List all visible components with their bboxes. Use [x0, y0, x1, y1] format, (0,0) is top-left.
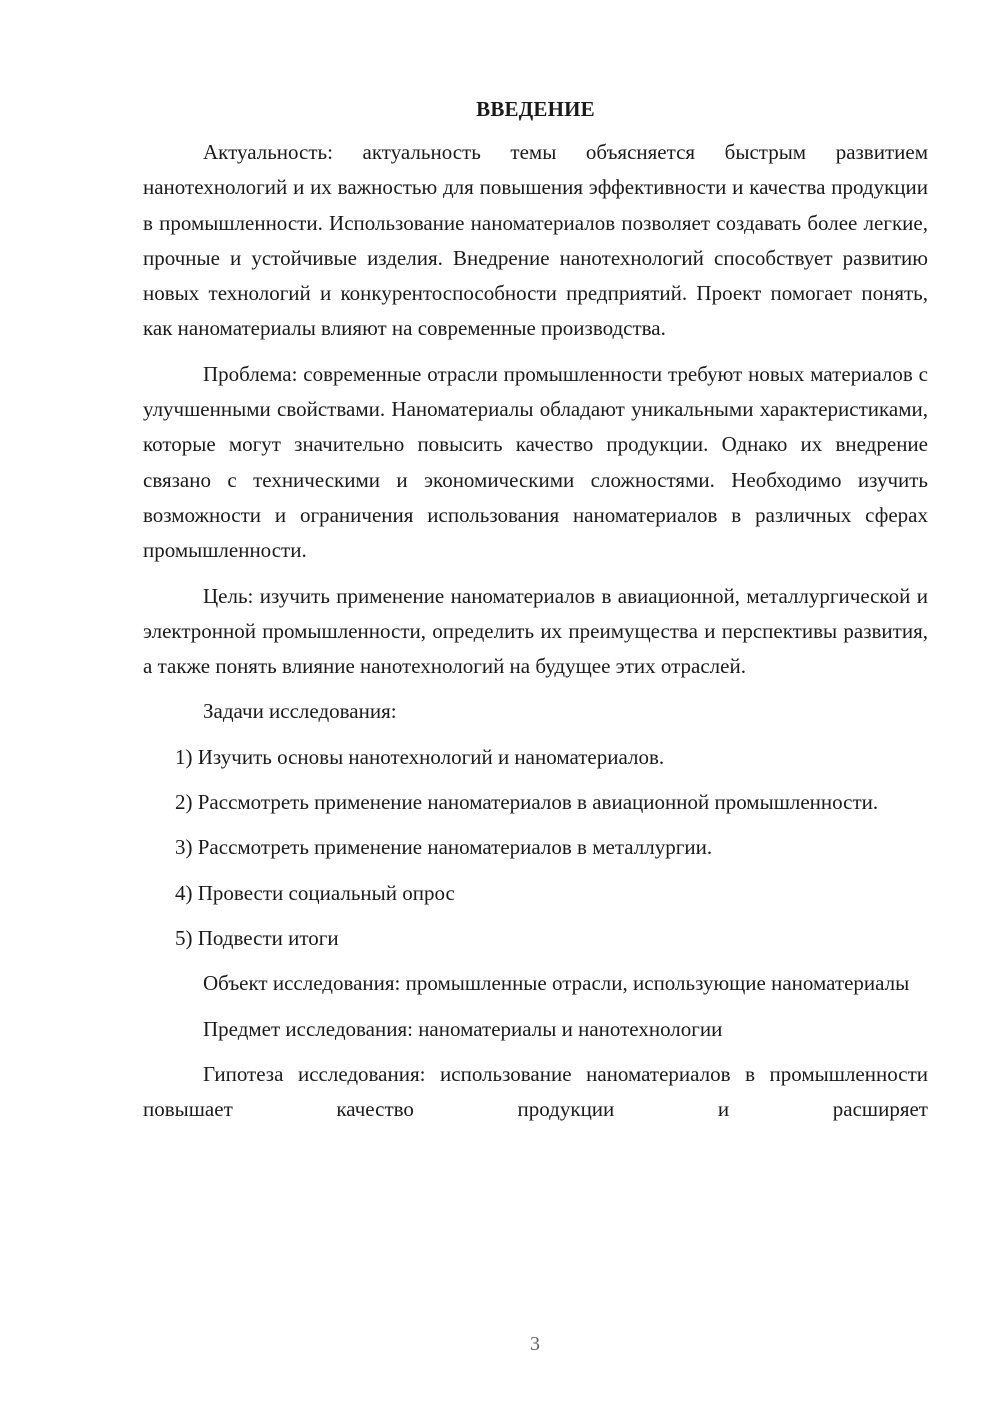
- section-title: ВВЕДЕНИЕ: [476, 97, 595, 121]
- object-paragraph: Объект исследования: промышленные отрасли, использующие наноматериалы: [203, 971, 910, 996]
- problem-paragraph: Проблема: современные отрасли промышленности требуют новых материалов с улучшенными свойствами. Наноматериалы обладают уникальными характеристиками, которые могут значительно повысить качество продукции. Однако их внедрение связано с техническими и экономическими сложностями. Необходимо изучить возможности и ограничения использования наноматериалов в различных сферах промышленности.: [143, 361, 928, 563]
- task-item-3: 3) Рассмотреть применение наноматериалов в металлургии.: [175, 835, 713, 860]
- document-page: [143, 92, 928, 1137]
- tasks-heading: Задачи исследования:: [203, 699, 397, 724]
- goal-paragraph: Цель: изучить применение наноматериалов в авиационной, металлургической и электронной промышленности, определить их преимущества и перспективы развития, а также понять влияние нанотехнологий на будущее этих отраслей.: [143, 583, 928, 679]
- task-item-4: 4) Провести социальный опрос: [175, 880, 455, 905]
- relevance-paragraph: Актуальность: актуальность темы объясняется быстрым развитием нанотехнологий и их важностью для повышения эффективности и качества продукции в промышленности. Использование наноматериалов позволяет создавать более легкие, прочные и устойчивые изделия. Внедрение нанотехнологий способствует развитию новых технологий и конкурентоспособности предприятий. Проект помогает понять, как наноматериалы влияют на современные производства.: [143, 140, 928, 341]
- subject-paragraph: Предмет исследования: наноматериалы и нанотехнологии: [203, 1016, 723, 1041]
- task-item-2: 2) Рассмотреть применение наноматериалов в авиационной промышленности.: [175, 790, 879, 815]
- task-item-5: 5) Подвести итоги: [175, 925, 339, 950]
- page-number: 3: [530, 1333, 540, 1355]
- hypothesis-paragraph: Гипотеза исследования: использование наноматериалов в промышленности повышает качество продукции и расширяет: [143, 1061, 928, 1122]
- task-item-1: 1) Изучить основы нанотехнологий и наноматериалов.: [175, 744, 665, 769]
